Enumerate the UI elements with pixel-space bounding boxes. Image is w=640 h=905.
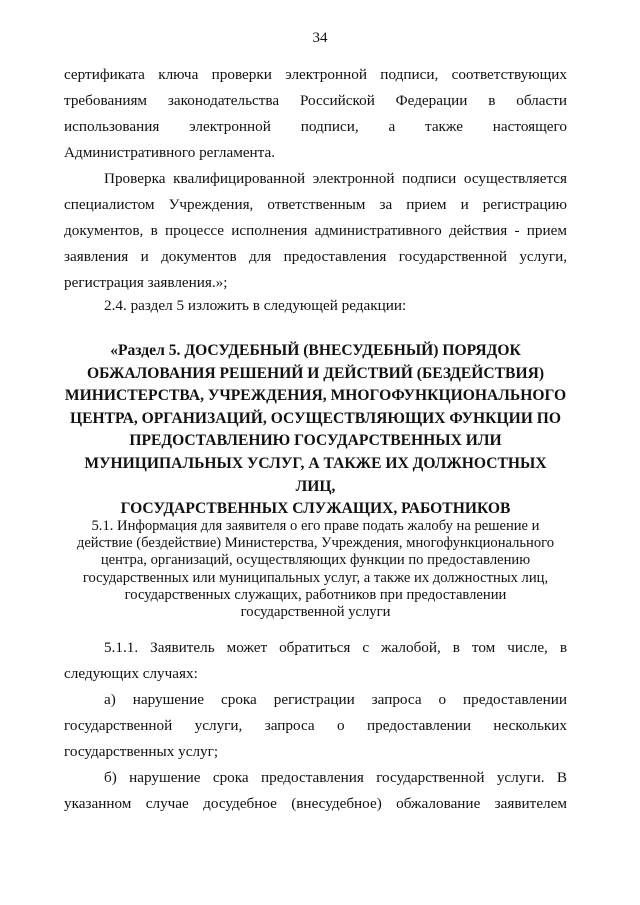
heading-line: МИНИСТЕРСТВА, УЧРЕЖДЕНИЯ, МНОГОФУНКЦИОНАЛЬНОГО — [64, 387, 567, 405]
text-line: требованиям законодательства Российской Федерации в области — [64, 92, 567, 109]
list-item-b — [64, 765, 567, 817]
text-line: документов, в процессе исполнения административного действия - прием — [64, 222, 567, 239]
subheading-line: государственных или муниципальных услуг, а также их должностных лиц, — [82, 569, 549, 586]
text-line: регистрация заявления.»; — [64, 274, 228, 291]
heading-line: МУНИЦИПАЛЬНЫХ УСЛУГ, А ТАКЖЕ ИХ ДОЛЖНОСТНЫХ ЛИЦ, — [84, 454, 547, 495]
text-line: 5.1.1. Заявитель может обратиться с жалобой, в том числе, в — [104, 639, 567, 656]
subheading-line: государственной услуги — [240, 604, 391, 621]
text-line: следующих случаях: — [64, 665, 198, 682]
list-item-a — [64, 687, 567, 765]
text-line: специалистом Учреждения, ответственным за прием и регистрацию — [64, 196, 567, 213]
subsection-heading — [64, 518, 567, 621]
paragraph-signature-check — [64, 166, 567, 296]
subheading-line: государственных служащих, работников при предоставлении — [124, 586, 507, 603]
subheading-line: 5.1. Информация для заявителя о его праве подать жалобу на решение и — [91, 518, 540, 534]
text-line: государственных услуг; — [64, 743, 219, 760]
text-line: указанном случае досудебное (внесудебное) обжалование заявителем — [64, 795, 567, 812]
text-line: а) нарушение срока регистрации запроса о предоставлении — [104, 691, 567, 708]
heading-line: ЦЕНТРА, ОРГАНИЗАЦИЙ, ОСУЩЕСТВЛЯЮЩИХ ФУНКЦИИ ПО — [69, 409, 562, 427]
section-heading — [64, 340, 567, 521]
heading-line: ПРЕДОСТАВЛЕНИЮ ГОСУДАРСТВЕННЫХ ИЛИ — [129, 432, 502, 450]
heading-line: ОБЖАЛОВАНИЯ РЕШЕНИЙ И ДЕЙСТВИЙ (БЕЗДЕЙСТВИЯ) — [86, 364, 545, 382]
text-line: использования электронной подписи, а также настоящего — [64, 118, 567, 135]
paragraph-5-1-1 — [64, 635, 567, 687]
text-line: государственной услуги, запроса о предоставлении нескольких — [64, 717, 567, 734]
heading-line: ГОСУДАРСТВЕННЫХ СЛУЖАЩИХ, РАБОТНИКОВ — [120, 500, 511, 518]
text-line: 2.4. раздел 5 изложить в следующей редакции: — [104, 297, 407, 314]
page-number: 34 — [312, 30, 328, 46]
text-line: сертификата ключа проверки электронной подписи, соответствующих — [64, 66, 567, 83]
paragraph-amendment — [64, 293, 567, 319]
text-line: заявления и документов для предоставления государственной услуги, — [64, 248, 567, 265]
text-line: б) нарушение срока предоставления государственной услуги. В — [104, 769, 567, 786]
heading-line: «Раздел 5. ДОСУДЕБНЫЙ (ВНЕСУДЕБНЫЙ) ПОРЯДОК — [110, 342, 521, 359]
text-line: Административного регламента. — [64, 144, 276, 161]
paragraph-certificate — [64, 62, 567, 166]
text-line: Проверка квалифицированной электронной подписи осуществляется — [104, 170, 567, 187]
subheading-line: действие (бездействие) Министерства, Учреждения, многофункционального — [76, 535, 555, 552]
subheading-line: центра, организаций, осуществляющих функции по предоставлению — [100, 552, 531, 569]
